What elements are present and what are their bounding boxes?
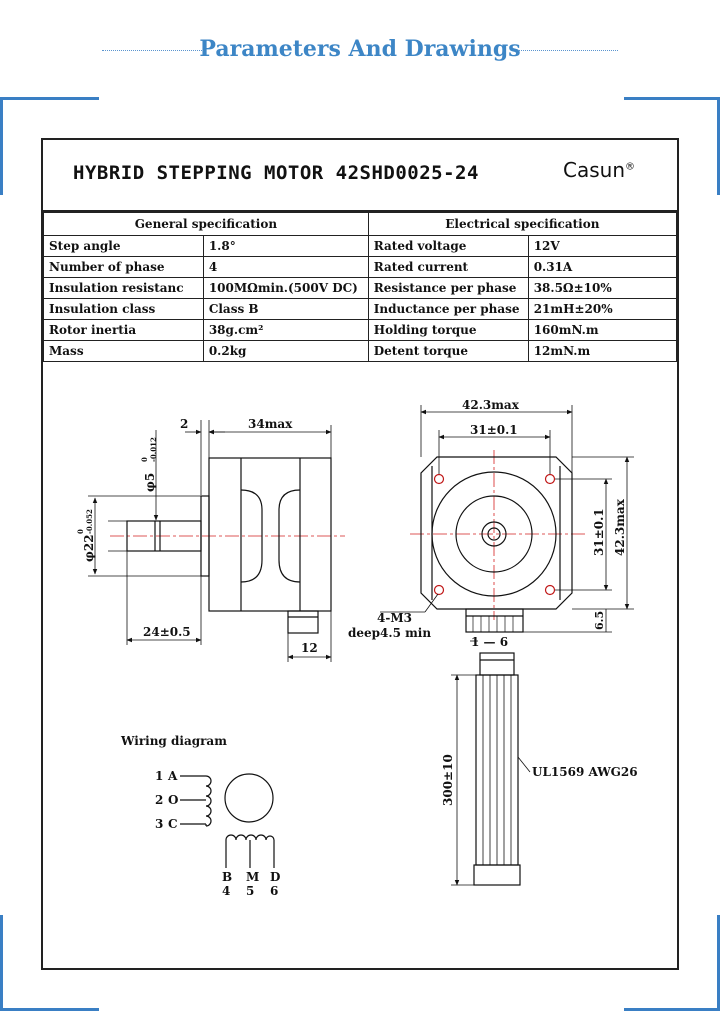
cable-spec-label: UL1569 AWG26 — [532, 765, 638, 779]
spec-value: 1.8° — [203, 236, 368, 257]
spec-value: 0.2kg — [203, 341, 368, 362]
wire-num: 6 — [270, 884, 279, 898]
cable-length-label: 300±10 — [441, 754, 455, 806]
spec-label: Step angle — [44, 236, 204, 257]
wire-letter: O — [168, 793, 179, 807]
wire-letter: C — [168, 817, 178, 831]
spec-value: 38g.cm² — [203, 320, 368, 341]
spec-value: 12mN.m — [528, 341, 676, 362]
dim-31-top-label: 31±0.1 — [470, 423, 518, 437]
hole-label-2: deep4.5 min — [348, 626, 432, 640]
connector-side — [288, 611, 318, 633]
wiring-title: Wiring diagram — [121, 734, 227, 748]
dim-12-label: 12 — [301, 641, 318, 655]
mount-hole — [435, 475, 444, 484]
mount-hole — [546, 475, 555, 484]
spec-value: 12V — [528, 236, 676, 257]
spec-label: Inductance per phase — [368, 299, 528, 320]
wire-letter: D — [270, 870, 281, 884]
spec-label: Rotor inertia — [44, 320, 204, 341]
wire-num: 4 — [222, 884, 231, 898]
wire-letter: A — [168, 769, 178, 783]
spec-label: Rated current — [368, 257, 528, 278]
wire-num: 5 — [246, 884, 255, 898]
electrical-spec-header: Electrical specification — [368, 213, 676, 236]
spec-label: Insulation class — [44, 299, 204, 320]
spec-value: 4 — [203, 257, 368, 278]
wire-letter: M — [246, 870, 260, 884]
coil-left — [206, 776, 211, 826]
motor-body — [209, 458, 331, 611]
spec-value: 38.5Ω±10% — [528, 278, 676, 299]
spec-label: Detent torque — [368, 341, 528, 362]
spec-value: 100MΩmin.(500V DC) — [203, 278, 368, 299]
dim-boss-tol-top: 0 — [76, 529, 85, 534]
side-view — [88, 420, 345, 662]
wire-num: 1 — [155, 769, 164, 783]
spec-value: 0.31A — [528, 257, 676, 278]
spec-value: 21mH±20% — [528, 299, 676, 320]
cable-wires — [483, 675, 511, 865]
motor-title: HYBRID STEPPING MOTOR 42SHD0025-24 — [73, 162, 479, 184]
spec-label: Resistance per phase — [368, 278, 528, 299]
spec-label: Insulation resistanc — [44, 278, 204, 299]
hole-label-1: 4-M3 — [377, 611, 412, 625]
page-heading: Parameters And Drawings — [199, 36, 521, 62]
coil-bottom — [226, 835, 274, 840]
dim-boss-tol: -0.052 — [85, 509, 94, 534]
dim-2-label: 2 — [180, 417, 189, 431]
dim-24-label: 24±0.5 — [143, 625, 191, 639]
dim-423max-right-label: 42.3max — [613, 499, 627, 556]
dim-boss-dia-label: φ22 — [82, 534, 96, 562]
wire-letter: B — [222, 870, 233, 884]
spec-value: Class B — [203, 299, 368, 320]
mount-hole — [546, 586, 555, 595]
dim-shaft-tol: -0.012 — [149, 437, 158, 462]
dim-65-label: 6.5 — [593, 610, 606, 630]
spec-label: Rated voltage — [368, 236, 528, 257]
dim-shaft-tol-top: 0 — [140, 457, 149, 462]
wire-ends — [474, 865, 520, 885]
spec-label: Mass — [44, 341, 204, 362]
general-spec-header: General specification — [44, 213, 369, 236]
spec-value: 160mN.m — [528, 320, 676, 341]
spec-label: Number of phase — [44, 257, 204, 278]
spec-label: Holding torque — [368, 320, 528, 341]
connector-front — [466, 609, 523, 632]
dim-423max-top-label: 42.3max — [462, 398, 519, 412]
cable-connector — [480, 653, 514, 675]
connector-pins — [473, 616, 513, 632]
dim-34max-label: 34max — [248, 417, 293, 431]
brand-logo: Casun® — [563, 158, 635, 182]
wiring-diagram — [180, 774, 274, 868]
dim-31-right-label: 31±0.1 — [592, 508, 606, 556]
dim-shaft-dia-label: φ5 — [143, 472, 157, 492]
pin-range-label: 1 — 6 — [471, 635, 509, 649]
mount-hole — [435, 586, 444, 595]
wire-num: 2 — [155, 793, 164, 807]
wire-num: 3 — [155, 817, 164, 831]
rotor-circle — [225, 774, 273, 822]
leader-line — [518, 757, 530, 772]
